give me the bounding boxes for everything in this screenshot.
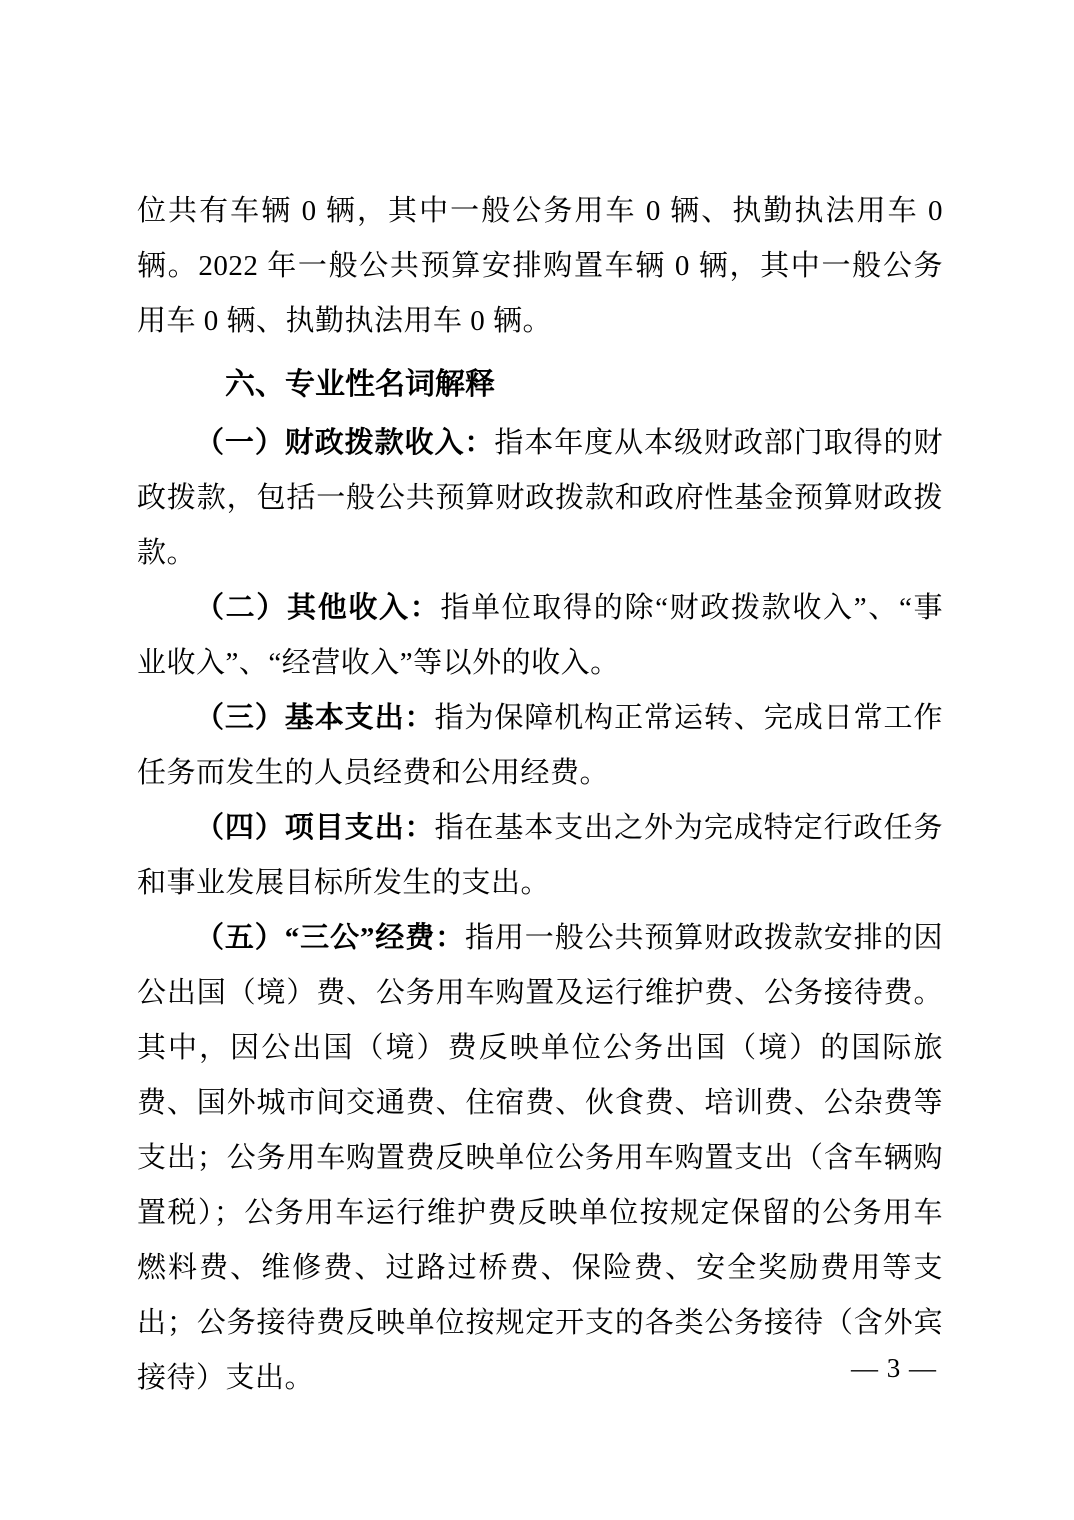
definition-text: 指在基本支出之外为完成特定行政任务和事业发展目标所发生的支出。	[137, 812, 943, 899]
definition-term: （一）财政拨款收入：	[195, 427, 495, 459]
definition-three-public-funds	[137, 911, 943, 1406]
paragraph-vehicle-counts: 位共有车辆 0 辆，其中一般公务用车 0 辆、执勤执法用车 0 辆。2022 年一般公共预算安排购置车辆 0 辆，其中一般公务用车 0 辆、执勤执法用车 0 辆。	[137, 195, 943, 337]
definition-text: 指用一般公共预算财政拨款安排的因公出国（境）费、公务用车购置及运行维护费、公务接待费。其中，因公出国（境）费反映单位公务出国（境）的国际旅费、国外城市间交通费、住宿费、伙食费、培训费、公杂费等支出；公务用车购置费反映单位公务用车购置支出（含车辆购置税）；公务用车运行维护费反映单位按规定保留的公务用车燃料费、维修费、过路过桥费、保险费、安全奖励费用等支出；公务接待费反映单位按规定开支的各类公务接待（含外宾接待）支出。	[137, 922, 943, 1394]
definition-term: （二）其他收入：	[195, 592, 441, 624]
definition-basic-expenditure	[137, 691, 943, 801]
definition-text: 指单位取得的除“财政拨款收入”、“事业收入”、“经营收入”等以外的收入。	[137, 592, 943, 679]
section-heading-terminology: 六、专业性名词解释	[225, 368, 495, 401]
definition-term: （三）基本支出：	[195, 702, 435, 734]
definition-project-expenditure	[137, 801, 943, 911]
page-number: — 3 —	[851, 1353, 937, 1383]
definition-fiscal-appropriation-income	[137, 416, 943, 581]
definition-other-income	[137, 581, 943, 691]
definition-text: 指为保障机构正常运转、完成日常工作任务而发生的人员经费和公用经费。	[137, 702, 943, 789]
definition-term: （四）项目支出：	[195, 812, 435, 844]
definition-term: （五）“三公”经费：	[195, 922, 465, 954]
definition-text: 指本年度从本级财政部门取得的财政拨款，包括一般公共预算财政拨款和政府性基金预算财政拨款。	[137, 427, 943, 569]
document-body	[137, 184, 943, 1406]
